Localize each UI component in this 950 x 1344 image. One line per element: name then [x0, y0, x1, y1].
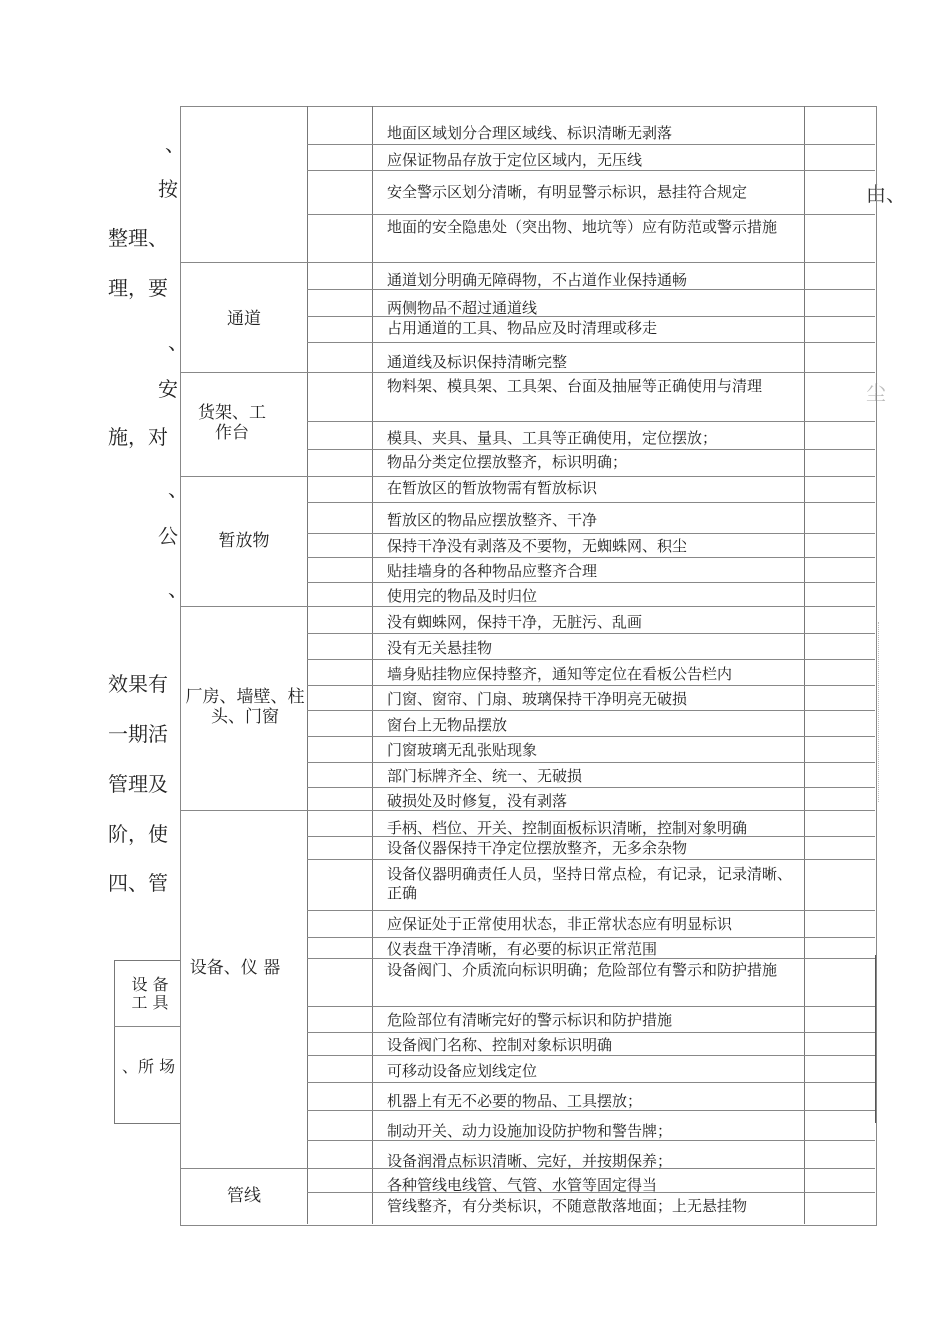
checklist-item: 设备阀门名称、控制对象标识明确: [387, 1036, 613, 1054]
side-text-11: 一期活: [108, 722, 168, 746]
row-sep: [307, 144, 875, 145]
checklist-item: 机器上有无不必要的物品、工具摆放；: [387, 1092, 643, 1110]
checklist-item: 墙身贴挂物应保持整齐，通知等定位在看板公告栏内: [387, 665, 733, 683]
checklist-item: 管线整齐，有分类标识，不随意散落地面；上无悬挂物: [387, 1197, 748, 1215]
row-sep: [307, 342, 875, 343]
right-fragment-1: 尘: [866, 381, 886, 405]
category-equipment: 设备、仪 器: [189, 958, 281, 978]
inner-box-bottom-label: 、所 场: [122, 1057, 176, 1076]
category-sep: [180, 262, 875, 263]
row-sep: [307, 502, 875, 503]
checklist-item: 占用通道的工具、物品应及时清理或移走: [387, 319, 658, 337]
row-sep: [307, 762, 875, 763]
row-sep: [307, 633, 875, 634]
checklist-item: 两侧物品不超过通道线: [387, 299, 538, 317]
checklist-item: 暂放区的物品应摆放整齐、干净: [387, 511, 598, 529]
right-outer-line: [875, 955, 876, 1123]
checklist-item: 通道线及标识保持清晰完整: [387, 353, 568, 371]
checklist-item: 仪表盘干净清晰，有必要的标识正常范围: [387, 940, 658, 958]
row-sep: [307, 170, 875, 171]
col-line-1: [307, 106, 308, 1224]
checklist-item: 设备润滑点标识清晰、完好，并按期保养；: [387, 1152, 673, 1170]
checklist-item: 没有蜘蛛网，保持干净，无脏污、乱画: [387, 613, 643, 631]
checklist-item: 部门标牌齐全、统一、无破损: [387, 767, 583, 785]
checklist-item: 应保证处于正常使用状态，非正常状态应有明显标识: [387, 915, 733, 933]
checklist-item: 在暂放区的暂放物需有暂放标识: [387, 479, 598, 497]
side-text-0: 、: [165, 132, 185, 156]
row-sep: [307, 685, 875, 686]
side-text-4: 、: [168, 330, 188, 354]
checklist-item: 门窗玻璃无乱张贴现象: [387, 741, 538, 759]
side-text-12: 管理及: [108, 772, 168, 796]
row-sep: [307, 421, 875, 422]
row-sep: [307, 736, 875, 737]
checklist-item: 物品分类定位摆放整齐，标识明确；: [387, 453, 628, 471]
checklist-item: 窗台上无物品摆放: [387, 716, 508, 734]
category-pipelines: 管线: [227, 1186, 261, 1206]
inner-box-top-label: 设 备工 具: [131, 975, 169, 1012]
category-sep: [180, 372, 875, 373]
row-sep: [307, 557, 875, 558]
row-sep: [307, 533, 875, 534]
category-temporary-items: 暂放物: [218, 531, 270, 551]
checklist-item: 可移动设备应划线定位: [387, 1062, 538, 1080]
row-sep: [307, 910, 875, 911]
category-sep: [180, 606, 875, 607]
side-text-14: 四、管: [108, 871, 168, 895]
checklist-item: 手柄、档位、开关、控制面板标识清晰，控制对象明确: [387, 819, 748, 837]
row-sep: [307, 214, 875, 215]
inner-box-divider: [114, 1026, 181, 1027]
checklist-item: 各种管线电线管、气管、水管等固定得当: [387, 1176, 658, 1194]
row-sep: [307, 1082, 875, 1083]
checklist-item: 应保证物品存放于定位区域内，无压线: [387, 151, 643, 169]
side-text-6: 施，对: [108, 425, 168, 449]
side-text-1: 按: [158, 177, 178, 201]
checklist-item: 地面的安全隐患处（突出物、地坑等）应有防范或警示措施: [387, 218, 778, 236]
row-sep: [307, 449, 875, 450]
row-sep: [307, 1006, 875, 1007]
checklist-item: 保持干净没有剥落及不要物，无蜘蛛网、积尘: [387, 537, 688, 555]
side-text-2: 整理、: [108, 226, 168, 250]
checklist-item: 安全警示区划分清晰，有明显警示标识，悬挂符合规定: [387, 183, 748, 201]
category-shelf-workbench: 货架、工作台: [198, 403, 266, 443]
row-sep: [307, 582, 875, 583]
side-text-10: 效果有: [108, 672, 168, 696]
side-text-7: 、: [168, 477, 188, 501]
col-line-2: [372, 106, 373, 1224]
checklist-item: 设备仪器明确责任人员，坚持日常点检，有记录，记录清晰、正确: [387, 865, 793, 902]
row-sep: [307, 1032, 875, 1033]
category-building: 厂房、墙壁、柱头、门窗: [185, 687, 305, 727]
right-fragment-0: 由、: [866, 182, 906, 206]
row-sep: [307, 937, 875, 938]
checklist-item: 通道划分明确无障碍物，不占道作业保持通畅: [387, 271, 688, 289]
checklist-item: 设备仪器保持干净定位摆放整齐，无多余杂物: [387, 839, 688, 857]
checklist-item: 门窗、窗帘、门扇、玻璃保持干净明亮无破损: [387, 690, 688, 708]
checklist-item: 制动开关、动力设施加设防护物和警告牌；: [387, 1122, 673, 1140]
checklist-item: 贴挂墙身的各种物品应整齐合理: [387, 562, 598, 580]
row-sep: [307, 787, 875, 788]
category-passage: 通道: [227, 309, 261, 329]
checklist-item: 物料架、模具架、工具架、台面及抽屉等正确使用与清理: [387, 377, 763, 395]
side-text-5: 安: [158, 377, 178, 401]
row-sep: [307, 859, 875, 860]
checklist-item: 设备阀门、介质流向标识明确；危险部位有警示和防护措施: [387, 961, 778, 979]
checklist-item: 使用完的物品及时归位: [387, 587, 538, 605]
checklist-item: 没有无关悬挂物: [387, 639, 493, 657]
checklist-item: 危险部位有清晰完好的警示标识和防护措施: [387, 1011, 673, 1029]
checklist-item: 破损处及时修复，没有剥落: [387, 792, 568, 810]
row-sep: [307, 1055, 875, 1056]
side-text-13: 阶，使: [108, 822, 168, 846]
row-sep: [307, 710, 875, 711]
row-sep: [307, 659, 875, 660]
checklist-item: 模具、夹具、量具、工具等正确使用，定位摆放；: [387, 429, 718, 447]
checklist-item: 地面区域划分合理区域线、标识清晰无剥落: [387, 124, 673, 142]
side-text-8: 公: [158, 524, 178, 548]
category-sep: [180, 476, 875, 477]
side-text-3: 理，要: [108, 276, 168, 300]
side-text-9: 、: [168, 577, 188, 601]
